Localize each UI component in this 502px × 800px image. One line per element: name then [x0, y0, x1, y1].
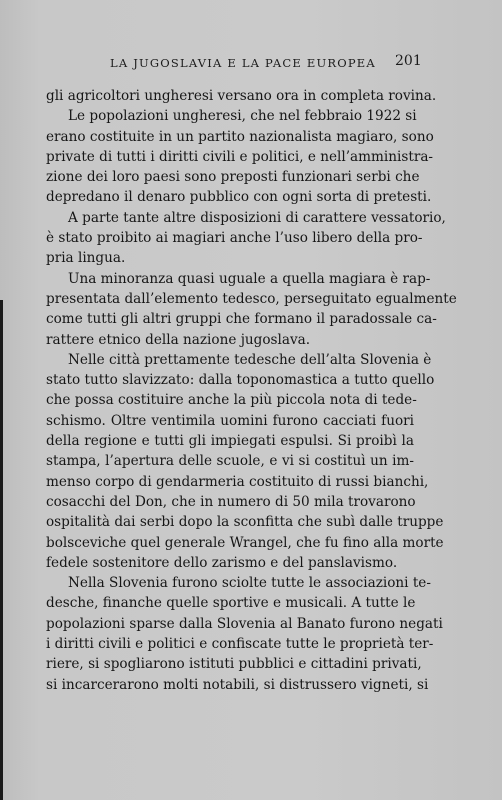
text-line: Nelle città prettamente tedesche dell’alta Slovenia è	[68, 351, 432, 368]
text-line: presentata dall’elemento tedesco, perseguitato egualmente	[46, 290, 457, 307]
text-line: private di tutti i diritti civili e politici, e nell’amministra-	[46, 148, 434, 165]
text-line: desche, finanche quelle sportive e musicali. A tutte le	[46, 595, 416, 612]
text-line: schismo. Oltre ventimila uomini furono cacciati fuori	[46, 412, 414, 429]
text-line: riere, si spogliarono istituti pubblici e cittadini privati,	[46, 656, 422, 673]
text-line: A parte tante altre disposizioni di carattere vessatorio,	[68, 209, 446, 226]
text-line: stato tutto slavizzato: dalla toponomastica a tutto quello	[46, 372, 435, 389]
text-line: i diritti civili e politici e confiscate tutte le proprietà ter-	[46, 636, 434, 653]
running-header: LA JUGOSLAVIA E LA PACE EUROPEA	[110, 56, 376, 70]
text-line: erano costituite in un partito nazionalista magiaro, sono	[46, 128, 434, 145]
text-line: come tutti gli altri gruppi che formano il paradossale ca-	[46, 311, 437, 328]
text-line: della regione e tutti gli impiegati espulsi. Si proibì la	[46, 433, 414, 450]
text-line: Le popolazioni ungheresi, che nel febbraio 1922 si	[68, 108, 417, 125]
text-line: rattere etnico della nazione jugoslava.	[46, 331, 311, 348]
body-text	[46, 86, 457, 695]
text-line: popolazioni sparse dalla Slovenia al Banato furono negati	[46, 615, 443, 632]
text-line: depredano il denaro pubblico con ogni sorta di pretesti.	[46, 189, 432, 206]
text-line: Una minoranza quasi uguale a quella magiara è rap-	[68, 270, 431, 287]
text-line: cosacchi del Don, che in numero di 50 mila trovarono	[46, 493, 416, 510]
text-line: stampa, l’apertura delle scuole, e vi si costituì un im-	[46, 453, 414, 470]
text-line: Nella Slovenia furono sciolte tutte le associazioni te-	[68, 575, 431, 592]
text-line: menso corpo di gendarmeria costituito di russi bianchi,	[46, 473, 429, 490]
text-line: bolsceviche quel generale Wrangel, che fu fino alla morte	[46, 534, 444, 551]
text-line: gli agricoltori ungheresi versano ora in completa rovina.	[46, 88, 437, 104]
text-line: fedele sostenitore dello zarismo e del panslavismo.	[46, 554, 398, 571]
text-line: che possa costituire anche la più piccola nota di tede-	[46, 392, 417, 409]
text-line: ospitalità dai serbi dopo la sconfitta che subì dalle truppe	[46, 514, 444, 531]
text-line: pria lingua.	[46, 250, 126, 267]
text-line: è stato proibito ai magiari anche l’uso libero della pro-	[46, 230, 423, 247]
text-line: zione dei loro paesi sono preposti funzionari serbi che	[46, 169, 420, 186]
page-number: 201	[395, 53, 422, 69]
page-edge-shadow	[0, 300, 3, 800]
text-line: si incarcerarono molti notabili, si distrussero vigneti, si	[46, 676, 429, 693]
